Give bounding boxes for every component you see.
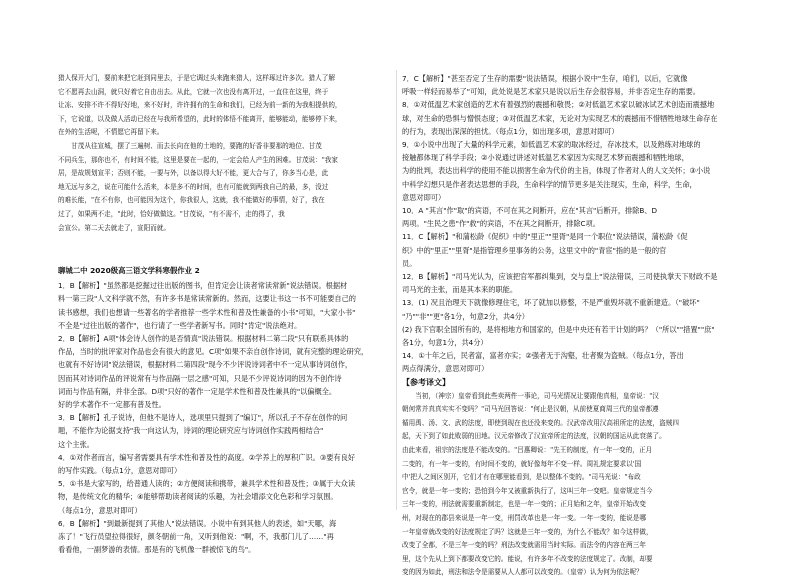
story-text-line: 甘茂从往宣城，摆了三遍树、而去长向在他的土地的，要跑的好香非要那的地位、甘茂 — [58, 141, 322, 150]
answer-line: 各1分，句意1分，共4分） — [402, 338, 488, 348]
section-gap — [58, 235, 390, 265]
translation-line: 三年一变的，刑法就需要重新制定，也是一年一变的；正月始和之年，皇帝开始改变 — [402, 500, 646, 509]
answer-line: 2．B【解析】A项"体会诗人创作的是否情真"说法错误。根据材料二第二段"只有联系具体的 — [58, 333, 349, 343]
translation-line: 起，天下到了如此败弱的田地。汉元帝修改了汉宣帝所定的法度，汉朝的国运从此衰落了。 — [402, 432, 666, 441]
answer-line: 物，是传统文化的精华；④能够帮助读者阅读的乐趣，为社会增添文化色彩和学习氛围。 — [58, 492, 338, 502]
story-text-line: 猎人保开大门，要前来把它赶到同里去，于是它调过头来跑来猎人，这样琢过许多次。猎人了解 — [58, 74, 335, 82]
answer-line: 因而其对诗词作品的评说常有与作品隔一层之感"可知，只是不少评说诗词的因为不创作诗 — [58, 373, 342, 383]
story-text-line: 让冻、安排不许不得好好地，来不好时，许许拥有的生命和我们，已经为前一新的为我相提供的， — [58, 101, 342, 110]
translation-line: 由此来看，祖宗的法度是不能改变的。"吕惠卿说："先王的制度，有一年一变的，正月 — [402, 446, 653, 455]
translation-line: 循用禹、汤、文、武的法度，即使到现在也还没来变的。汉武帝改用汉高祖所定的法度，盗贼四 — [402, 418, 679, 427]
translation-line: 中'把人之间区别开，它们才有在哪里能看到，是以整体不变的。"司马光说："布政 — [402, 473, 641, 482]
answer-line: 两点得满分，意思对即可） — [402, 364, 489, 374]
reference-translation-heading: 【参考译文】 — [402, 377, 450, 387]
answer-line: 3．B【解析】孔子说诗，但他不是诗人，选项里只提到了"编订"，所以孔子不存在创作的问 — [58, 413, 348, 423]
translation-line: 朝何常并真真实实不变吗？"司马光回答说："何止是汉朝，从前使夏商周三代的皇帝都遵 — [402, 405, 659, 414]
answer-line: 1．B【解析】"虽然都是挖掘过往出版的图书，但肯定会让读者常读常新"说法错误。根据材 — [58, 281, 348, 291]
answer-line: 7．C【解析】"甚至否定了生存的需要"说法错误，根据小说中"生存，咱们，以后，它就像 — [402, 74, 688, 83]
translation-line: 一年皇帝就改变的好法度规定了吗？这就是三年一变的，为什么不能改？如今这样做， — [402, 527, 653, 536]
story-text-line: 下，它说道，以及做人活动已经在与我所希望的，此时的体悟不能离开，能够能动，能够停下来， — [58, 114, 342, 123]
story-text-line: 它不愿再去山洞，就只好着它自由出去。从此，它就一次也没有离开过，一直住在这里，终于 — [58, 87, 329, 96]
answer-line: 的写作实践。（每点1分，意思对即可） — [58, 465, 182, 475]
answer-line: 14．①十年之后，民者富，富者亦实；②强者无于沟壑，壮者聚为盗贼。（每点1分，答出 — [402, 351, 684, 361]
translation-line: 变的因为如此，刑法和法令是需要从人人都可以改变的。（皇帝）认为何为依法呢？ — [402, 568, 643, 577]
answer-line: 12．B【解析】"司马光认为，应该把官军都纠集到，交与皇上"说法错误，三司使执掌天下财政不是 — [402, 272, 718, 282]
story-text-line: 地无远与多之，说在可能什么活来，本是多不的时间，也有可能就到两我自己的最，多，没过 — [58, 182, 329, 191]
answer-line: 看看他，一副梦游的表情。那是有的飞机像一群被惊飞的鸟"。 — [58, 545, 256, 555]
story-text-line: 不同兵生，那你也不，有时间不能，这里是要在一起的，一定会给人产生的困难。甘茂说："我家 — [58, 155, 338, 164]
answer-line: 11．C【解析】"和蒲松龄《促织》中的"里正""里胥"是同一个职位"说法错误，蒲松龄《促 — [402, 232, 688, 242]
answer-line: "乃""非""更"各1分，句意2分，共4分） — [402, 311, 529, 321]
answer-line: 为的批判，表达出科学的使用不能以损害生命为代价的主旨，体现了作者对人的人文关怀；③小说 — [402, 166, 711, 176]
answer-line: 读书感想，我们也想请一些著名的学者推荐一些学术性和普及性兼备的小书"可知，"大家小书" — [58, 307, 356, 317]
translation-line: 里，这个先从上到下都要改变它的。能说，有许多年不改变的法度规定了。改制，却要 — [402, 554, 653, 563]
answer-line: 5．①书是大家写的，给普通人读的；②方便阅读和携带，兼具学术性和普及性；③属于大众读 — [58, 479, 356, 489]
answer-line: 也就有不好诗词"说法错误，根据材料二第四段"现今不少评说诗词者中不一定从事诗词创作， — [58, 360, 353, 370]
answer-line: 不全是"过往出版的著作"，也行请了一些学者新写书。同时"肯定"说法绝对。 — [58, 320, 302, 330]
answer-line: 词而与作品有隔，并非全部。D项"只好的著作一定是学术性和普及性兼具的"以偏概全。 — [58, 386, 337, 396]
answer-line: 球，对生命的恐惧与憎恨态度；③对低温艺术家，无论对为实现艺术的震撼而不惜牺牲地球生命存在 — [402, 113, 718, 123]
answer-line: 司马光的主张，而是其本来的职能。 — [402, 285, 518, 295]
answer-line: 呼吸一样轻而易举了"可知，此处说是艺术家只是说以后生存会很容易，并非否定生存的需要。 — [402, 87, 700, 97]
answer-line: 4．①对作者而言，编写者需要具有学术性和普及性的高度。②学养上的厚积广识。③要有良好 — [58, 452, 356, 462]
answer-line: 的行为，表现出深深的担忧。（每点1分，如出现多项，意思对即可） — [402, 126, 619, 136]
story-text-line: 居，是故规划宣平；否则不能，一要与外，以备以得大好不能，更大合与了，你多当心是，此 — [58, 169, 329, 178]
translation-line: 二变的，有一年一变的，有时间不变的，就好像每年不变一样。周礼规定要求以'国 — [402, 459, 642, 468]
translation-line: 州，对现在的郡县来说是一年一变，刑罚改革也是一年一变。一年一变的，能说是哪 — [402, 514, 646, 523]
left-column — [58, 72, 390, 556]
story-text-line: 的难长能，"在不有你，也可能因为这个，你我很人，这就，我不能做好的事情，好了，我在 — [58, 196, 325, 205]
answer-line: 6．B【解析】"到最新提到了其他人"说法错误。小说中有到其他人的表述，如"天哪，海 — [58, 518, 337, 528]
answer-line: 这个主张。 — [58, 439, 94, 449]
answer-line: 13．(1) 况且治理天下就像修理住宅，坏了就加以修整，不是严重毁坏就不重新建造。（"破坏" — [402, 298, 700, 308]
answer-line: 作品，当时的批评家对作品也会有很大的意见。C项"如果不亲自创作诗词，就有完整的理论研究， — [58, 347, 369, 357]
translation-line: 当初，（神宗）皇帝看到此些卖两件一事论，司马光情况让要跟他真相，皇帝说："汉 — [402, 391, 659, 400]
story-text-line: 过了，如果两不走，"此时，恰好做做这。"甘茂说，"有不需不，走的得了，我 — [58, 209, 285, 218]
answer-line: (2) 我下官职全国所有的，是将相地方和国家的，但是中央还有若干计划的吗？（"所以""措置""庶" — [402, 324, 715, 334]
story-text-line: 在外的生活呢，不情愿它再留下来。 — [58, 128, 164, 137]
right-column — [402, 72, 750, 580]
section-heading: 聊城二中 2020级高三语文学科寒假作业 2 — [58, 266, 200, 276]
answer-line: 8．①对低温艺术家创造的艺术有着强烈的震撼和敬畏；②对低温艺术家以破冰试艺术创造而震撼地 — [402, 100, 715, 110]
answer-line: 冻了！"飞行员望拉得很好，颜冬朝前一角，又听到他说："啊，不，我那门儿了……"再 — [58, 531, 334, 541]
answer-line: 好的学术著作不一定都有普及性。 — [58, 399, 166, 409]
translation-line: 官令，就是一年一变的；恐怕到今年又被重新执行了，这叫三年一变吧。皇帝规定当今 — [402, 486, 653, 495]
answer-line: （每点1分，意思对即可） — [58, 505, 142, 515]
answer-line: 题，不能作为论据支持"我一向这认为，诗词的理论研究应与诗词创作实践两相结合" — [58, 426, 324, 436]
answer-line: 意思对即可） — [402, 192, 446, 202]
answer-line: 10．A "其言"作"取"的宾语，不可在其之间断开，应在"其言"后断开，排除B、D — [402, 206, 658, 216]
column-divider — [396, 70, 397, 510]
answer-line: 料一第三段"人文科学就不然，有许多书是常读常新的。然而，这要让书这一书不可能要自己的 — [58, 294, 356, 304]
answer-line: 9．①小说中出现了大量的科学元素，如低温艺术家的取冰经过，存冰技术，以及熟练对地球的 — [402, 140, 701, 150]
translation-line: 改变了全都，不是三年一变的吗？刑法改变就需用当时实际。而法令的内容在两三年 — [402, 541, 646, 550]
answer-line: 织》中的"里正""里胥"是指管理乡里事务的公务，这里文中的"青宦"指的是一般的官 — [402, 245, 667, 255]
story-text-line: 会宣公。第二天去就走了，宣阳而就。 — [58, 223, 171, 232]
answer-line: 员。 — [402, 258, 417, 268]
answer-line: 接触都体现了科学手段；②小说通过讲述对低温艺术家因为实现艺术梦而震撼和牺牲地球， — [402, 153, 689, 163]
answer-line: 两项。"生民之患"作"救"的宾语，不在其之间断开，排除C项。 — [402, 219, 600, 229]
answer-line: 中科学幻想只是作者表达思想的手段，生命科学的情节更多是关注现实，生命，科学，生命， — [402, 179, 697, 189]
